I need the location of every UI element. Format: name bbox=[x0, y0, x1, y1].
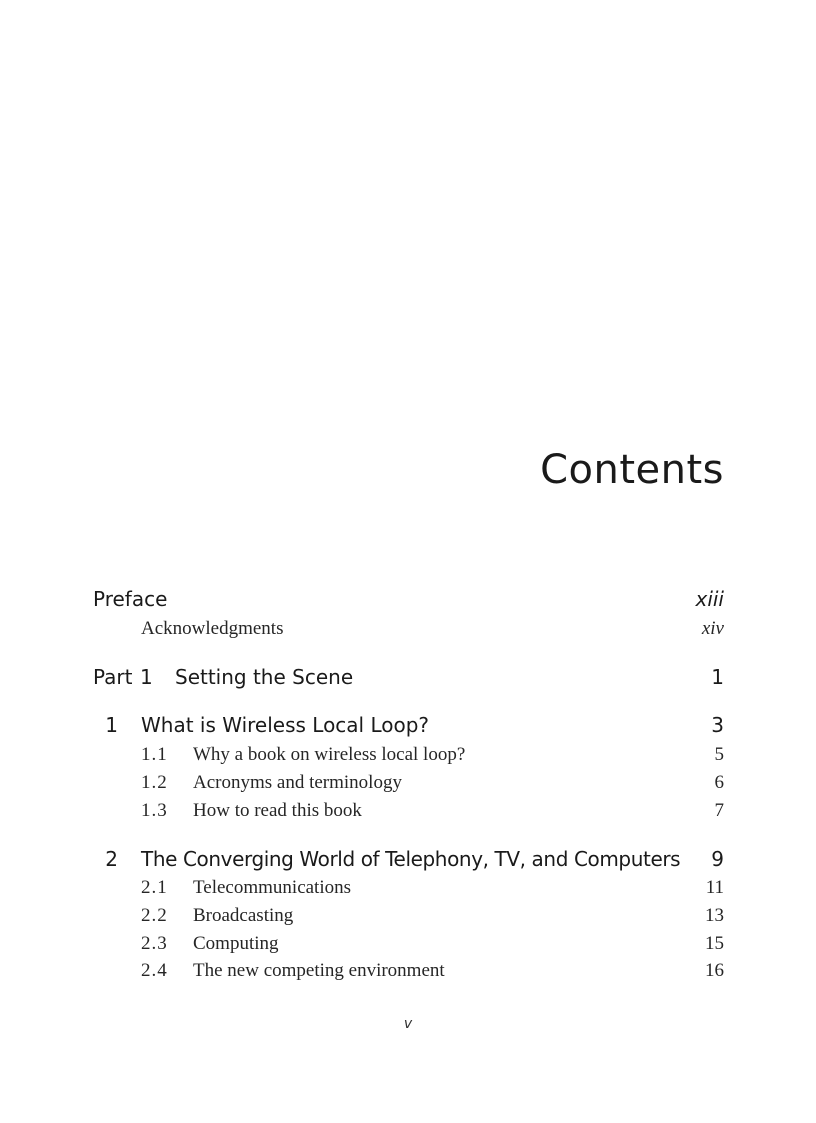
section-number: 1.2 bbox=[141, 772, 168, 793]
page-title: Contents bbox=[540, 447, 724, 493]
toc-entry-title: Preface bbox=[93, 587, 168, 611]
section-title: How to read this book bbox=[193, 800, 362, 821]
toc-entry-section[interactable] bbox=[0, 902, 816, 930]
toc-entry-section[interactable] bbox=[0, 874, 816, 902]
toc-entry-page: 5 bbox=[714, 744, 724, 765]
section-title: Broadcasting bbox=[193, 905, 294, 926]
part-title: Setting the Scene bbox=[175, 665, 354, 689]
toc-entry-page: 11 bbox=[705, 877, 724, 898]
toc-entry-page: xiv bbox=[701, 618, 724, 639]
toc-entry-section[interactable] bbox=[0, 769, 816, 797]
chapter-title: What is Wireless Local Loop? bbox=[141, 713, 430, 737]
toc-entry-page: 15 bbox=[705, 933, 724, 954]
page-number: v bbox=[403, 1016, 413, 1032]
section-number: 1.3 bbox=[141, 800, 168, 821]
toc-entry-page: 16 bbox=[705, 960, 724, 981]
toc-entry-section[interactable] bbox=[0, 930, 816, 958]
toc-entry-section[interactable] bbox=[0, 741, 816, 769]
section-title: Acronyms and terminology bbox=[193, 772, 402, 793]
section-title: Why a book on wireless local loop? bbox=[193, 744, 466, 765]
chapter-number: 1 bbox=[105, 713, 118, 737]
toc-entry-page: xiii bbox=[695, 587, 724, 611]
toc-entry-title: Acknowledgments bbox=[141, 618, 284, 639]
toc-entry-page: 3 bbox=[711, 713, 724, 737]
section-title: Computing bbox=[193, 933, 279, 954]
toc-entry-acknowledgments[interactable] bbox=[0, 615, 816, 643]
toc-entry-page: 1 bbox=[711, 665, 724, 689]
section-number: 2.2 bbox=[141, 905, 168, 926]
toc-entry-section[interactable] bbox=[0, 957, 816, 985]
toc-entry-page: 9 bbox=[711, 847, 724, 871]
toc-entry-page: 13 bbox=[705, 905, 724, 926]
section-number: 2.4 bbox=[141, 960, 168, 981]
part-prefix: Part bbox=[93, 665, 133, 689]
section-number: 2.1 bbox=[141, 877, 168, 898]
toc-entry-page: 6 bbox=[714, 772, 724, 793]
section-number: 1.1 bbox=[141, 744, 168, 765]
section-title: Telecommunications bbox=[193, 877, 352, 898]
toc-entry-chapter-2[interactable] bbox=[0, 845, 816, 873]
toc-entry-part-1[interactable] bbox=[0, 663, 816, 691]
toc-entry-chapter-1[interactable] bbox=[0, 711, 816, 739]
chapter-number: 2 bbox=[105, 847, 118, 871]
part-number: 1 bbox=[140, 665, 153, 689]
toc-entry-preface[interactable] bbox=[0, 585, 816, 613]
toc-entry-page: 7 bbox=[714, 800, 724, 821]
chapter-title: The Converging World of Telephony, TV, and Computers bbox=[141, 847, 681, 871]
section-number: 2.3 bbox=[141, 933, 168, 954]
section-title: The new competing environment bbox=[193, 960, 445, 981]
toc-entry-section[interactable] bbox=[0, 797, 816, 825]
